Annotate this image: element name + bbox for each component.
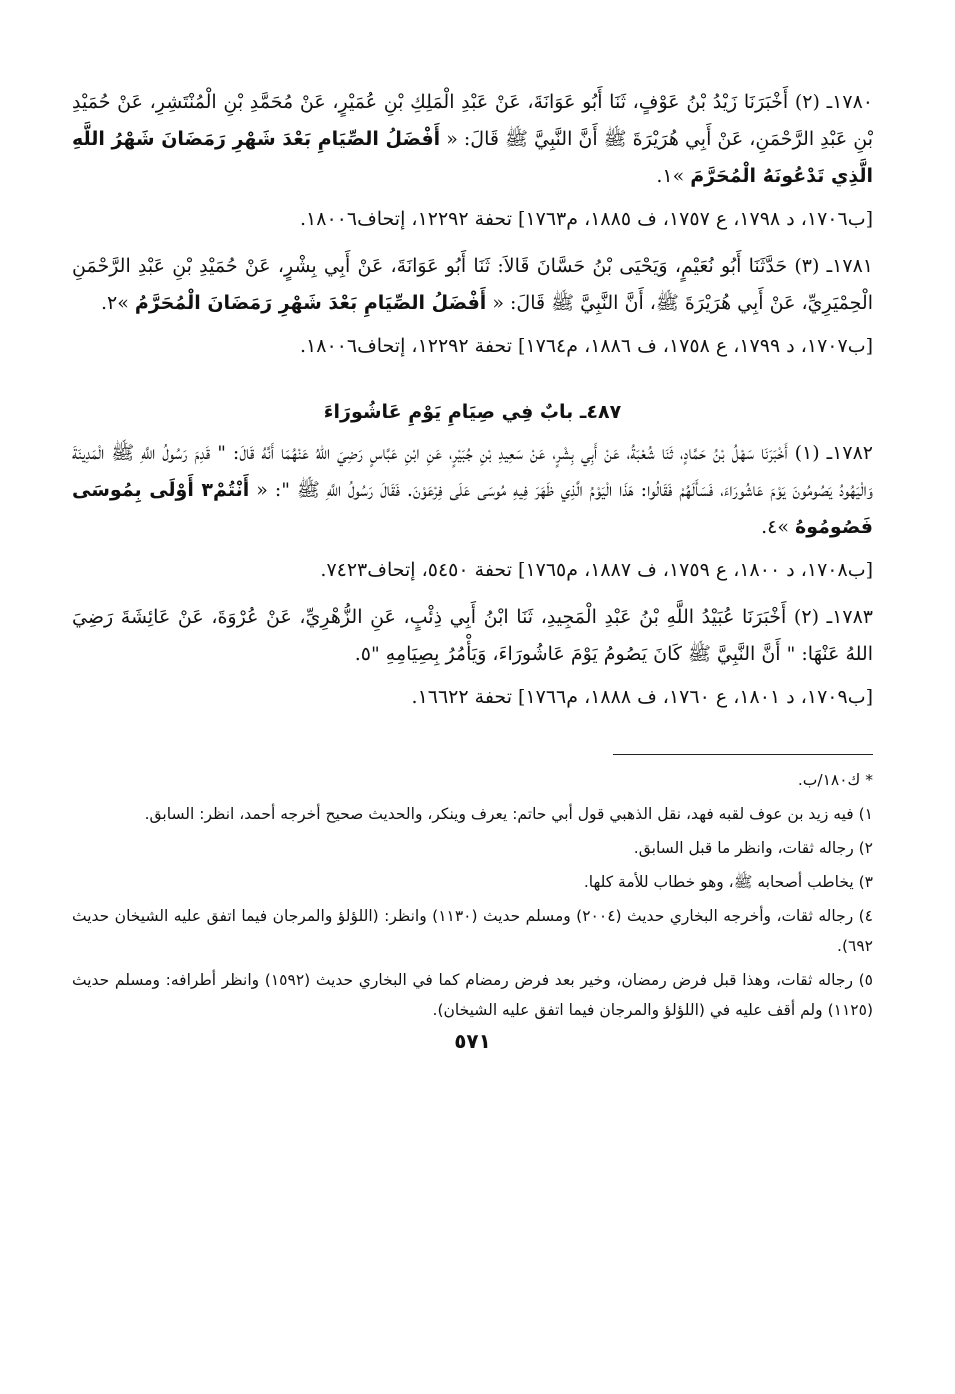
footnotes [72, 765, 873, 1025]
hadith-1782-reference: [ب١٧٠٨، د ١٨٠٠، ع ١٧٥٩، ف ١٨٨٧، م١٧٦٥] تحفة ٥٤٥٠، إتحاف٧٤٢٣. [320, 559, 873, 581]
footnote-1: ١) فيه زيد بن عوف لقبه فهد، نقل الذهبي قول أبي حاتم: يعرف وينكر، والحديث صحيح أخرجه أحمد، انظر: السابق. [144, 805, 873, 823]
page-number: ٥٧١ [454, 1029, 491, 1053]
hadith-1781-reference: [ب١٧٠٧، د ١٧٩٩، ع ١٧٥٨، ف ١٨٨٦، م١٧٦٤] تحفة ١٢٢٩٢، إتحاف١٨٠٠٦. [299, 335, 873, 357]
hadith-1782-tail: »٤. [761, 516, 796, 538]
hadith-1780-tail: »١. [656, 165, 691, 187]
hadith-1783 [72, 599, 873, 673]
document-page [72, 84, 873, 1053]
chapter-heading: ٤٨٧ـ بابٌ فِي صِيَامِ يَوْمِ عَاشُورَاءَ [323, 401, 622, 423]
hadith-1782-text: ١٧٨٢ـ (١) أَخْبَرَنَا سَهْلُ بْنُ حَمَّادٍ، ثَنَا شُعْبَةُ، عَنْ أَبِي بِشْرٍ، عَنْ سَعِيدِ بْنِ جُبَيْرٍ، عَنِ ابْنِ عَبَّاسٍ رَضِيَ اللهُ عَنْهُمَا أَنَّهُ قَالَ: " قَدِمَ رَسُولُ اللَّهِ ﷺ الْمَدِينَةَ وَالْيَهُودُ يَصُومُونَ يَوْمَ عَاشُورَاءَ، فَسَأَلَهُمْ فَقَالُوا: هَذَا الْيَوْمُ الَّذِي ظَهَرَ فِيهِ مُوسَى عَلَى فِرْعَوْنَ. فَقَالَ رَسُولُ اللَّهِ ﷺ ": « [72, 442, 874, 501]
hadith-1782-matn: أَنْتُمْ٣ أَوْلَى بِمُوسَى فَصُومُوهُ [72, 479, 873, 538]
footnote-separator [613, 754, 873, 755]
hadith-1781-tail: »٢. [100, 292, 135, 314]
hadith-1780-reference: [ب١٧٠٦، د ١٧٩٨، ع ١٧٥٧، ف ١٨٨٥، م١٧٦٣] تحفة ١٢٢٩٢، إتحاف١٨٠٠٦. [299, 208, 873, 230]
hadith-1780-text: ١٧٨٠ـ (٢) أَخْبَرَنَا زَيْدُ بْنُ عَوْفٍ، ثَنَا أَبُو عَوَانَةَ، عَنْ عَبْدِ الْمَلِكِ بْنِ عُمَيْرٍ، عَنْ مُحَمَّدِ بْنِ الْمُنْتَشِرِ، عَنْ حُمَيْدِ بْنِ عَبْدِ الرَّحْمَنِ، عَنْ أَبِي هُرَيْرَةَ ﷺ أَنَّ النَّبِيَّ ﷺ قَالَ: « [72, 91, 873, 150]
footnote-4: ٤) رجاله ثقات، وأخرجه البخاري حديث (٢٠٠٤) ومسلم حديث (١١٣٠) وانظر: (اللؤلؤ والمرجان فيما اتفق عليه الشيخان حديث ٦٩٢). [72, 907, 873, 955]
hadith-1780 [72, 84, 873, 195]
footnote-2: ٢) رجاله ثقات، وانظر ما قبل السابق. [633, 839, 873, 857]
hadith-1782 [72, 435, 873, 546]
hadith-1783-text: ١٧٨٣ـ (٢) أَخْبَرَنَا عُبَيْدُ اللَّهِ بْنُ عَبْدِ الْمَجِيدِ، ثَنَا ابْنُ أَبِي ذِئْبٍ، عَنِ الزُّهْرِيِّ، عَنْ عُرْوَةَ، عَنْ عَائِشَةَ رَضِيَ اللهُ عَنْهَا: " أَنَّ النَّبِيَّ ﷺ كَانَ يَصُومُ يَوْمَ عَاشُورَاءَ، وَيَأْمُرُ بِصِيَامِهِ "٥. [72, 606, 873, 665]
hadith-1781 [72, 248, 873, 322]
hadith-1780-matn: أَفْضَلُ الصِّيَامِ بَعْدَ شَهْرِ رَمَضَانَ شَهْرُ اللَّهِ الَّذِي تَدْعُونَهُ الْمُحَرَّمَ [72, 128, 873, 187]
footnote-3: ٣) يخاطب أصحابه ﷺ، وهو خطاب للأمة كلها. [583, 873, 873, 891]
hadith-1781-text: ١٧٨١ـ (٣) حَدَّثَنَا أَبُو نُعَيْمٍ، وَيَحْيَى بْنُ حَسَّانَ قَالاَ: ثَنَا أَبُو عَوَانَةَ، عَنْ أَبِي بِشْرٍ، عَنْ حُمَيْدِ بْنِ عَبْدِ الرَّحْمَنِ الْحِمْيَرِيِّ، عَنْ أَبِي هُرَيْرَةَ ﷺ، أَنَّ النَّبِيَّ ﷺ قَالَ: « [72, 255, 873, 314]
hadith-1783-reference: [ب١٧٠٩، د ١٨٠١، ع ١٧٦٠، ف ١٨٨٨، م١٧٦٦] تحفة ١٦٦٢٢. [411, 686, 873, 708]
footnote-5: ٥) رجاله ثقات، وهذا قبل فرض رمضان، وخير بعد فرض رمضام كما في البخاري حديث (١٥٩٢) وانظر أطرافه: ومسلم حديث (١١٢٥) ولم أقف عليه في (اللؤلؤ والمرجان فيما اتفق عليه الشيخان). [72, 971, 873, 1019]
footnote-star: * ك١٨٠/ب. [797, 771, 873, 789]
hadith-1781-matn: أَفْضَلُ الصِّيَامِ بَعْدَ شَهْرِ رَمَضَانَ الْمُحَرَّمُ [134, 292, 487, 314]
